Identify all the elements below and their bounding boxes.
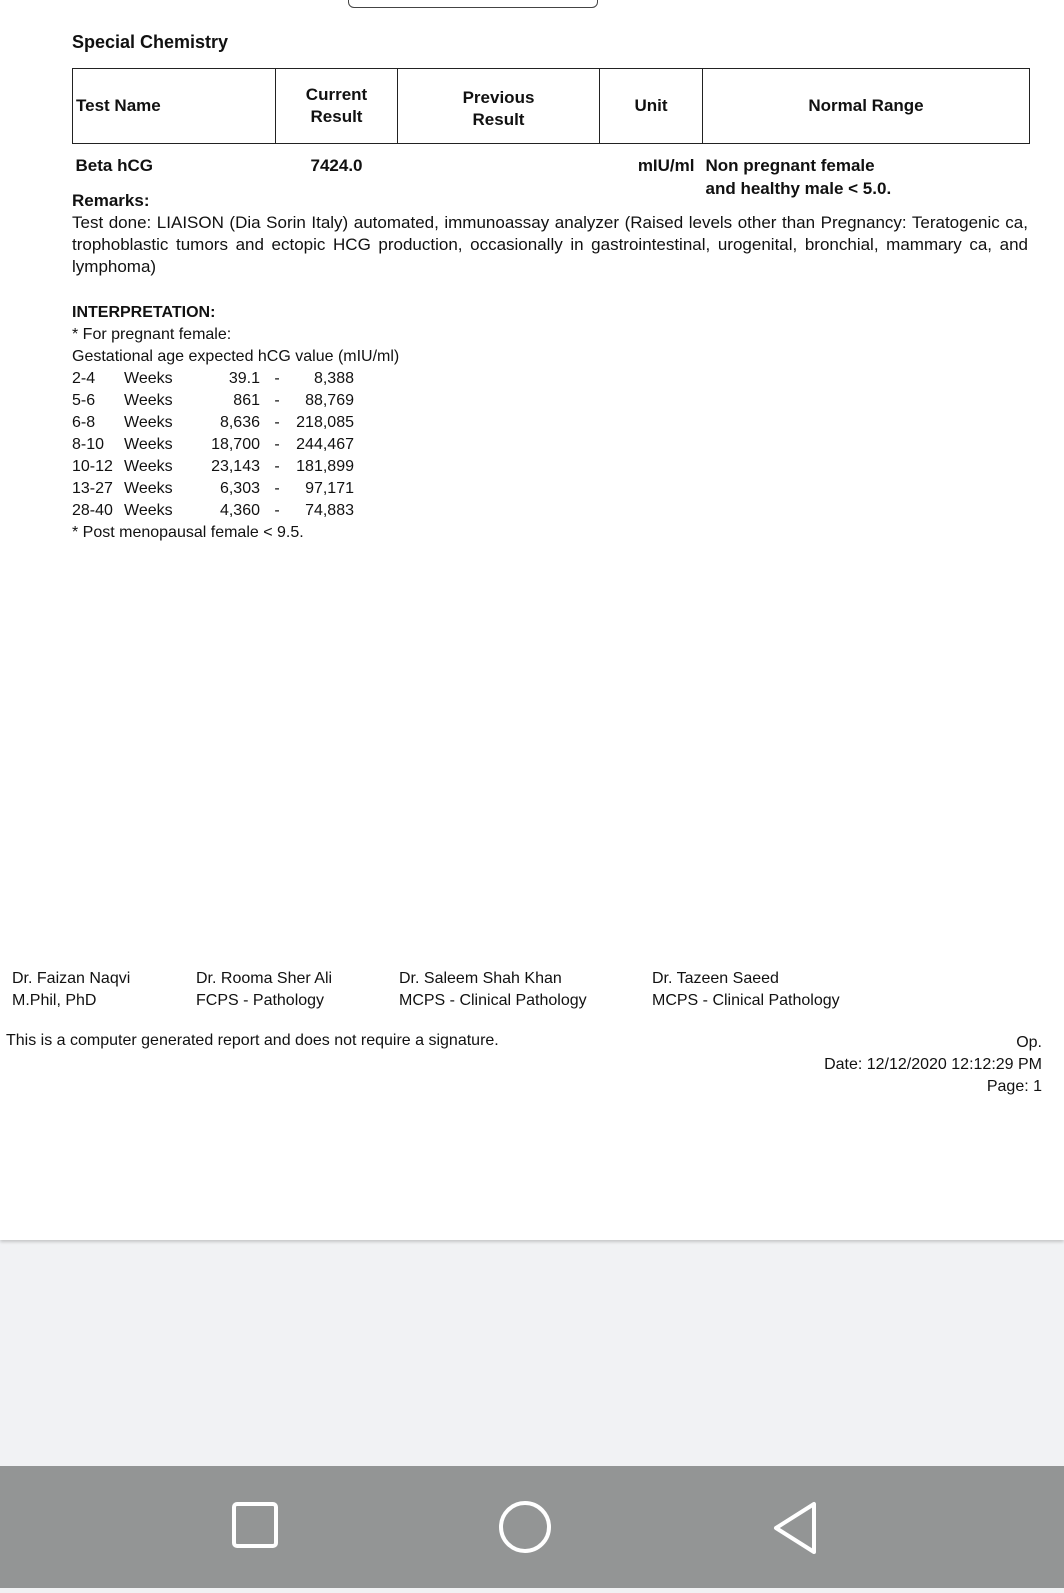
header-previous-result-line1: Previous (462, 88, 535, 107)
back-button[interactable] (743, 1466, 843, 1588)
table-row (72, 478, 354, 500)
report-date: Date: 12/12/2020 12:12:29 PM (824, 1056, 1042, 1073)
table-row (72, 412, 354, 434)
doctor-name: Dr. Saleem Shah Khan (399, 970, 562, 987)
recent-apps-icon (206, 1466, 306, 1588)
doctor-qualification: MCPS - Clinical Pathology (652, 992, 840, 1009)
cell-unit: mIU/ml (637, 156, 695, 175)
op-label: Op. (1016, 1034, 1042, 1051)
gestational-cell-high: 244,467 (296, 436, 354, 453)
doctor-signature (196, 968, 332, 1012)
page-number: Page: 1 (986, 1078, 1042, 1095)
header-current-result-line1: Current (305, 85, 368, 104)
normal-range-line2: and healthy male < 5.0. (705, 179, 892, 198)
header-normal-range: Normal Range (703, 69, 1030, 144)
gestational-cell-low: 4,360 (219, 502, 260, 519)
gestational-cell-low: 18,700 (211, 436, 260, 453)
header-current-result (276, 69, 398, 144)
page-tab-outline (348, 0, 598, 8)
gestational-cell-age: 28-40 (72, 502, 113, 519)
section-title: Special Chemistry (72, 32, 229, 52)
gestational-cell-high: 74,883 (305, 502, 354, 519)
gestational-table (72, 368, 354, 522)
doctor-name: Dr. Rooma Sher Ali (196, 970, 333, 987)
gestational-cell-low: 23,143 (211, 458, 260, 475)
remarks-section (72, 190, 1028, 278)
android-navigation-bar (0, 1466, 1064, 1588)
gestational-cell-dash: - (274, 502, 280, 519)
doctor-name: Dr. Tazeen Saeed (652, 970, 779, 987)
gestational-cell-low: 39.1 (228, 370, 260, 387)
remarks-text: Test done: LIAISON (Dia Sorin Italy) automated, immunoassay analyzer (Raised levels other than Pregnancy: Teratogenic ca, trophoblastic tumors and ectopic HCG production, occasionally in gastrointestinal, urogenital, bronchial, mammary ca, and lymphoma) (72, 213, 1028, 276)
post-menopausal-note: * Post menopausal female < 9.5. (72, 524, 304, 541)
report-meta (824, 1032, 1042, 1098)
remarks-label: Remarks: (72, 191, 150, 210)
cell-test-name: Beta hCG (75, 156, 153, 175)
table-row (72, 500, 354, 522)
gestational-cell-unit: Weeks (124, 370, 173, 387)
interpretation-section (72, 302, 399, 544)
gestational-cell-unit: Weeks (124, 458, 173, 475)
doctor-signature (12, 968, 130, 1012)
gestational-cell-dash: - (274, 414, 280, 431)
gestational-cell-age: 10-12 (72, 458, 113, 475)
doctor-qualification: FCPS - Pathology (196, 992, 325, 1009)
gestational-cell-age: 5-6 (72, 392, 96, 409)
header-current-result-line2: Result (310, 107, 363, 126)
header-test-name: Test Name (73, 69, 276, 144)
gestational-cell-dash: - (274, 458, 280, 475)
header-previous-result (398, 69, 600, 144)
back-icon (743, 1466, 843, 1588)
doctor-name: Dr. Faizan Naqvi (12, 970, 131, 987)
normal-range-line1: Non pregnant female (705, 156, 875, 175)
gestational-cell-age: 8-10 (72, 436, 105, 453)
doctor-signature (652, 968, 840, 1012)
gestational-cell-high: 88,769 (305, 392, 354, 409)
gestational-cell-low: 6,303 (219, 480, 260, 497)
gestational-cell-dash: - (274, 436, 280, 453)
table-row (72, 434, 354, 456)
pregnant-note: * For pregnant female: (72, 326, 232, 343)
doctor-qualification: M.Phil, PhD (12, 992, 97, 1009)
gestational-cell-dash: - (274, 392, 280, 409)
gestational-cell-age: 2-4 (72, 370, 96, 387)
gestational-cell-unit: Weeks (124, 502, 173, 519)
gestational-cell-high: 8,388 (313, 370, 354, 387)
gestational-cell-unit: Weeks (124, 436, 173, 453)
gestational-cell-unit: Weeks (124, 392, 173, 409)
cell-current-result: 7424.0 (310, 156, 363, 175)
gestational-cell-high: 218,085 (296, 414, 354, 431)
home-button[interactable] (475, 1466, 575, 1588)
doctor-signature (399, 968, 587, 1012)
gestational-cell-dash: - (274, 370, 280, 387)
gestational-cell-unit: Weeks (124, 480, 173, 497)
gestational-table-heading: Gestational age expected hCG value (mIU/ml) (72, 348, 400, 365)
gestational-cell-high: 97,171 (305, 480, 354, 497)
header-unit: Unit (600, 69, 703, 144)
gestational-cell-unit: Weeks (124, 414, 173, 431)
doctor-qualification: MCPS - Clinical Pathology (399, 992, 587, 1009)
header-previous-result-line2: Result (472, 110, 525, 129)
results-table (72, 68, 1030, 200)
computer-generated-note: This is a computer generated report and does not require a signature. (6, 1032, 499, 1049)
gestational-cell-high: 181,899 (296, 458, 354, 475)
table-row (72, 456, 354, 478)
gestational-cell-low: 861 (233, 392, 260, 409)
recent-apps-button[interactable] (206, 1466, 306, 1588)
gestational-cell-dash: - (274, 480, 280, 497)
interpretation-label: INTERPRETATION: (72, 304, 216, 321)
gestational-cell-age: 6-8 (72, 414, 96, 431)
home-icon (475, 1466, 575, 1588)
table-row (72, 390, 354, 412)
table-row (72, 368, 354, 390)
results-header-row (73, 69, 1030, 144)
gestational-cell-low: 8,636 (219, 414, 260, 431)
gestational-cell-age: 13-27 (72, 480, 113, 497)
